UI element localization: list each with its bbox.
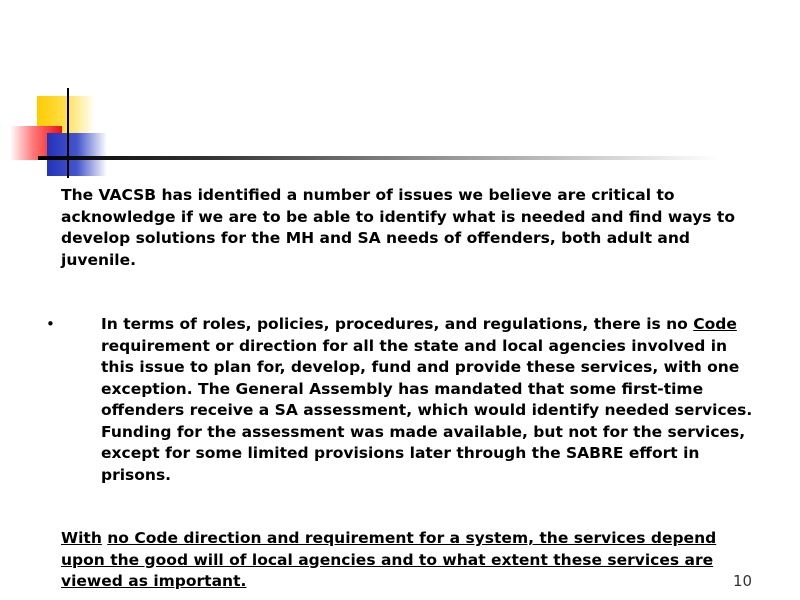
bullet-text-before: In terms of roles, policies, procedures, and regulations, there is no [101, 315, 694, 333]
page-number: 10 [733, 572, 753, 590]
blue-square-graphic [47, 133, 107, 176]
bullet-icon: • [46, 315, 55, 333]
closing-paragraph [61, 528, 741, 593]
vertical-line-graphic [67, 88, 69, 178]
code-term: Code [693, 315, 737, 333]
bullet-paragraph [101, 314, 761, 486]
closing-rest: no Code direction and requirement for a system, the services depend upon the good will of local agencies and to what extent these services are viewed as important. [61, 529, 717, 590]
intro-paragraph: The VACSB has identified a number of issues we believe are critical to acknowledge if we are to be able to identify what is needed and find ways to develop solutions for the MH and SA needs of offenders, both adult and juvenile. [61, 186, 735, 269]
slide-logo [0, 0, 120, 180]
title-divider [38, 156, 718, 160]
closing-with: With [61, 529, 102, 547]
bullet-text-after: requirement or direction for all the state and local agencies involved in this issue to plan for, develop, fund and provide these services, with one exception. The General Assembly has mandated that some first-time offenders receive a SA assessment, which would identify needed services. Funding for the assessment was made available, but not for the services, except for some limited provisions later through the SABRE effort in prisons. [101, 336, 753, 484]
